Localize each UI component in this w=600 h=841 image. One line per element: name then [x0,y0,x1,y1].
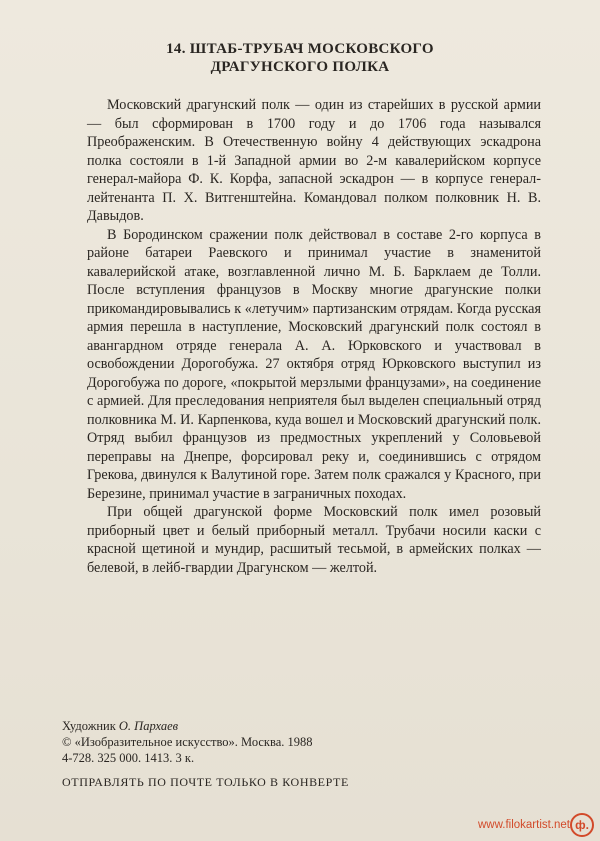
title-line-1: 14. ШТАБ-ТРУБАЧ МОСКОВСКОГО [166,41,434,57]
mailing-notice: ОТПРАВЛЯТЬ ПО ПОЧТЕ ТОЛЬКО В КОНВЕРТЕ [62,775,349,789]
artist-name: О. Пархаев [118,719,179,733]
paragraph-1: Московский драгунский полк — один из старейших в русской армии — был сформирован в 1700 году и до 1706 года назывался Преображенским. В Отечественную войну 4 действующих эскадрона полка состояли в 1-й Западной армии во 2-м кавалерийском корпусе генерал-майора Ф. К. Корфа, запасной эскадрон — в корпусе генерал-лейтенанта П. Х. Витгенштейна. Командовал полком полковник Н. В. Давыдов. [87,97,541,224]
card-title [0,40,600,76]
print-info-line: 4-728. 325 000. 1413. 3 к. [62,751,195,765]
title-line-2: ДРАГУНСКОГО ПОЛКА [210,59,390,75]
watermark-url: www.filokartist.net [477,819,570,831]
watermark-logo-icon: ф. [570,813,594,837]
publisher-line: © «Изобразительное искусство». Москва. 1988 [62,735,313,749]
artist-label: Художник [62,719,116,733]
paragraph-3: При общей драгунской форме Московский полк имел розовый приборный цвет и белый приборный металл. Трубачи носили каски с красной щетиной и мундир, расшитый тесьмой, в армейских полках — белевой, в лейб-гвардии Драгунском — желтой. [87,504,541,576]
artist-line [62,718,313,734]
credits-block [62,718,313,766]
paragraph-2: В Бородинском сражении полк действовал в составе 2-го корпуса в районе батареи Раевского и принимал участие в знаменитой кавалерийской атаке, возглавленной лично М. Б. Барклаем де Толли. После вступления французов в Москву многие драгунские полки прикомандировывались к «летучим» партизанским отрядам. Когда русская армия перешла в наступление, Московский драгунский полк состоял в авангардном отряде генерала А. А. Юрковского и участвовал в освобождении Дорогобужа. 27 октября отряд Юрковского выступил из Дорогобужа по дороге, «покрытой мерзлыми французами», на соединение с армией. Для преследования неприятеля был выделен специальный отряд полковника М. И. Карпенкова, куда вошел и Московский драгунский полк. Отряд выбил французов из предмостных укреплений у Соловьевой переправы на Днепре, форсировал реку и, соединившись с отрядом Грекова, двинулся к Валутиной горе. Затем полк сражался у Красного, при Березине, принимал участие в заграничных походах. [87,226,541,502]
description-text [87,96,541,577]
